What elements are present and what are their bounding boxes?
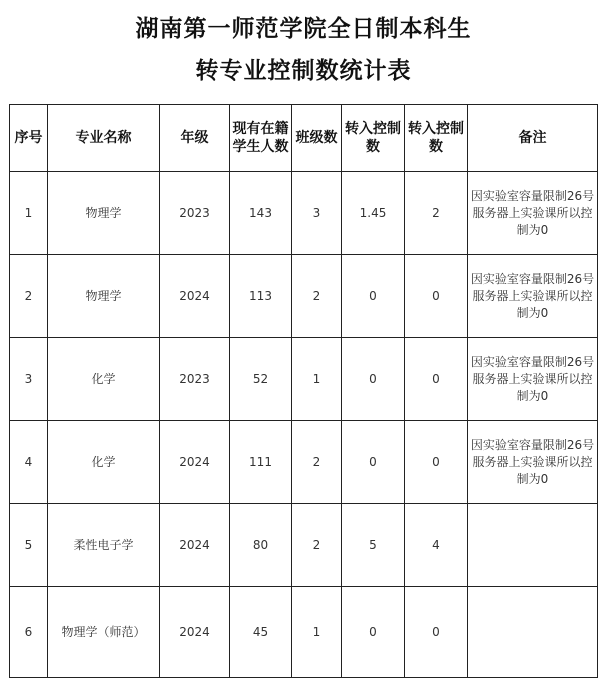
cell-enrolled: 80 — [230, 504, 292, 587]
document-subtitle: 转专业控制数统计表 — [195, 57, 412, 84]
cell-transfer-in: 5 — [342, 504, 405, 587]
cell-enrolled: 52 — [230, 338, 292, 421]
cell-index: 3 — [10, 338, 48, 421]
cell-classes: 2 — [292, 255, 342, 338]
header-note: 备注 — [468, 105, 598, 172]
cell-major: 物理学（师范） — [48, 587, 160, 678]
header-transfer-in: 转入控制数 — [342, 105, 405, 172]
cell-major: 柔性电子学 — [48, 504, 160, 587]
header-major: 专业名称 — [48, 105, 160, 172]
cell-note: 因实验室容量限制26号服务器上实验课所以控制为0 — [468, 255, 598, 338]
cell-note — [468, 504, 598, 587]
cell-classes: 1 — [292, 338, 342, 421]
cell-enrolled: 45 — [230, 587, 292, 678]
table-row — [10, 172, 598, 255]
cell-note — [468, 587, 598, 678]
cell-grade: 2024 — [160, 421, 230, 504]
cell-grade: 2024 — [160, 255, 230, 338]
cell-major: 物理学 — [48, 172, 160, 255]
cell-index: 1 — [10, 172, 48, 255]
cell-transfer-in: 0 — [342, 338, 405, 421]
cell-grade: 2024 — [160, 587, 230, 678]
control-number-table — [9, 104, 598, 678]
cell-major: 化学 — [48, 421, 160, 504]
cell-grade: 2024 — [160, 504, 230, 587]
cell-transfer-in: 1.45 — [342, 172, 405, 255]
cell-classes: 2 — [292, 421, 342, 504]
header-index: 序号 — [10, 105, 48, 172]
cell-transfer-in: 0 — [342, 255, 405, 338]
cell-transfer-out: 0 — [405, 338, 468, 421]
cell-grade: 2023 — [160, 172, 230, 255]
cell-index: 4 — [10, 421, 48, 504]
cell-classes: 3 — [292, 172, 342, 255]
cell-enrolled: 111 — [230, 421, 292, 504]
table-row — [10, 255, 598, 338]
cell-transfer-in: 0 — [342, 421, 405, 504]
header-grade: 年级 — [160, 105, 230, 172]
cell-transfer-out: 0 — [405, 255, 468, 338]
table-header-row — [10, 105, 598, 172]
header-transfer-out: 转入控制数 — [405, 105, 468, 172]
cell-major: 化学 — [48, 338, 160, 421]
cell-classes: 2 — [292, 504, 342, 587]
cell-enrolled: 143 — [230, 172, 292, 255]
cell-index: 5 — [10, 504, 48, 587]
cell-index: 6 — [10, 587, 48, 678]
cell-enrolled: 113 — [230, 255, 292, 338]
cell-major: 物理学 — [48, 255, 160, 338]
table-row — [10, 338, 598, 421]
cell-transfer-out: 4 — [405, 504, 468, 587]
cell-transfer-out: 2 — [405, 172, 468, 255]
header-enrolled: 现有在籍学生人数 — [230, 105, 292, 172]
cell-grade: 2023 — [160, 338, 230, 421]
cell-transfer-in: 0 — [342, 587, 405, 678]
cell-index: 2 — [10, 255, 48, 338]
cell-transfer-out: 0 — [405, 421, 468, 504]
table-row — [10, 421, 598, 504]
cell-note: 因实验室容量限制26号服务器上实验课所以控制为0 — [468, 172, 598, 255]
document-title: 湖南第一师范学院全日制本科生 — [135, 15, 472, 42]
cell-note: 因实验室容量限制26号服务器上实验课所以控制为0 — [468, 338, 598, 421]
header-classes: 班级数 — [292, 105, 342, 172]
table-row — [10, 504, 598, 587]
cell-classes: 1 — [292, 587, 342, 678]
cell-transfer-out: 0 — [405, 587, 468, 678]
table-row — [10, 587, 598, 678]
cell-note: 因实验室容量限制26号服务器上实验课所以控制为0 — [468, 421, 598, 504]
